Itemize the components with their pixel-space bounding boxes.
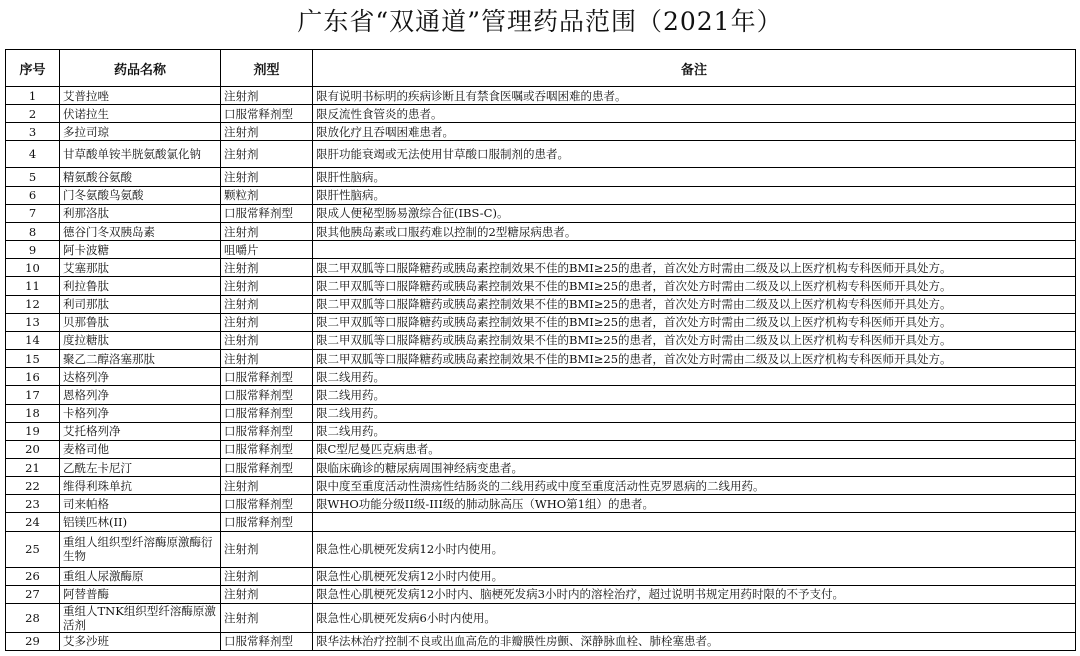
table-row (6, 368, 1076, 386)
remarks-cell: 限反流性食管炎的患者。 (313, 105, 1076, 123)
row-number-cell: 11 (6, 277, 60, 295)
row-number-cell: 5 (6, 168, 60, 186)
table-row (6, 168, 1076, 186)
drug-name-cell: 艾多沙班 (60, 632, 221, 650)
table-row (6, 123, 1076, 141)
dosage-form-cell: 口服常释剂型 (221, 422, 313, 440)
row-number-cell: 22 (6, 477, 60, 495)
table-row (6, 186, 1076, 204)
drug-name-cell: 多拉司琼 (60, 123, 221, 141)
drug-name-cell: 重组人TNK组织型纤溶酶原激活剂 (60, 603, 221, 632)
drug-name-cell: 维得利珠单抗 (60, 477, 221, 495)
table-row (6, 632, 1076, 650)
header-remarks: 备注 (313, 50, 1076, 87)
row-number-cell: 12 (6, 295, 60, 313)
remarks-cell: 限二甲双胍等口服降糖药或胰岛素控制效果不佳的BMI≥25的患者，首次处方时需由二级及以上医疗机构专科医师开具处方。 (313, 313, 1076, 331)
table-row (6, 204, 1076, 222)
row-number-cell: 21 (6, 458, 60, 476)
table-row (6, 458, 1076, 476)
remarks-cell: 限二线用药。 (313, 368, 1076, 386)
dosage-form-cell: 注射剂 (221, 259, 313, 277)
table-row (6, 495, 1076, 513)
header-no: 序号 (6, 50, 60, 87)
remarks-cell: 限其他胰岛素或口服药难以控制的2型糖尿病患者。 (313, 222, 1076, 240)
table-row (6, 531, 1076, 567)
dosage-form-cell: 口服常释剂型 (221, 513, 313, 531)
dosage-form-cell: 注射剂 (221, 585, 313, 603)
table-row (6, 567, 1076, 585)
dosage-form-cell: 注射剂 (221, 168, 313, 186)
table-row (6, 404, 1076, 422)
drug-name-cell: 麦格司他 (60, 440, 221, 458)
remarks-cell (313, 241, 1076, 259)
remarks-cell: 限成人便秘型肠易激综合征(IBS-C)。 (313, 204, 1076, 222)
table-row (6, 277, 1076, 295)
row-number-cell: 9 (6, 241, 60, 259)
drug-name-cell: 度拉糖肽 (60, 331, 221, 349)
drug-name-cell: 重组人尿激酶原 (60, 567, 221, 585)
table-row (6, 386, 1076, 404)
remarks-cell: 限二线用药。 (313, 404, 1076, 422)
row-number-cell: 27 (6, 585, 60, 603)
drug-table (5, 49, 1076, 651)
row-number-cell: 16 (6, 368, 60, 386)
row-number-cell: 25 (6, 531, 60, 567)
row-number-cell: 2 (6, 105, 60, 123)
table-row (6, 513, 1076, 531)
table-row (6, 477, 1076, 495)
drug-name-cell: 达格列净 (60, 368, 221, 386)
table-body (6, 87, 1076, 651)
dosage-form-cell: 口服常释剂型 (221, 440, 313, 458)
drug-name-cell: 艾普拉唑 (60, 87, 221, 105)
remarks-cell: 限有说明书标明的疾病诊断且有禁食医嘱或吞咽困难的患者。 (313, 87, 1076, 105)
dosage-form-cell: 注射剂 (221, 603, 313, 632)
row-number-cell: 23 (6, 495, 60, 513)
drug-name-cell: 利拉鲁肽 (60, 277, 221, 295)
dosage-form-cell: 注射剂 (221, 277, 313, 295)
drug-name-cell: 重组人组织型纤溶酶原激酶衍生物 (60, 531, 221, 567)
remarks-cell: 限急性心肌梗死发病12小时内、脑梗死发病3小时内的溶栓治疗，超过说明书规定用药时限的不予支付。 (313, 585, 1076, 603)
dosage-form-cell: 注射剂 (221, 123, 313, 141)
row-number-cell: 29 (6, 632, 60, 650)
dosage-form-cell: 注射剂 (221, 350, 313, 368)
remarks-cell: 限二甲双胍等口服降糖药或胰岛素控制效果不佳的BMI≥25的患者，首次处方时需由二级及以上医疗机构专科医师开具处方。 (313, 295, 1076, 313)
row-number-cell: 19 (6, 422, 60, 440)
table-row (6, 440, 1076, 458)
row-number-cell: 3 (6, 123, 60, 141)
row-number-cell: 10 (6, 259, 60, 277)
dosage-form-cell: 注射剂 (221, 87, 313, 105)
drug-name-cell: 艾托格列净 (60, 422, 221, 440)
dosage-form-cell: 口服常释剂型 (221, 105, 313, 123)
remarks-cell: 限肝功能衰竭或无法使用甘草酸口服制剂的患者。 (313, 141, 1076, 168)
remarks-cell: 限临床确诊的糖尿病周围神经病变患者。 (313, 458, 1076, 476)
row-number-cell: 24 (6, 513, 60, 531)
drug-name-cell: 门冬氨酸鸟氨酸 (60, 186, 221, 204)
drug-name-cell: 德谷门冬双胰岛素 (60, 222, 221, 240)
remarks-cell: 限WHO功能分级II级-III级的肺动脉高压（WHO第1组）的患者。 (313, 495, 1076, 513)
table-row (6, 87, 1076, 105)
remarks-cell: 限肝性脑病。 (313, 168, 1076, 186)
drug-name-cell: 甘草酸单铵半胱氨酸氯化钠 (60, 141, 221, 168)
drug-name-cell: 司来帕格 (60, 495, 221, 513)
row-number-cell: 18 (6, 404, 60, 422)
remarks-cell: 限中度至重度活动性溃疡性结肠炎的二线用药或中度至重度活动性克罗恩病的二线用药。 (313, 477, 1076, 495)
row-number-cell: 6 (6, 186, 60, 204)
table-row (6, 331, 1076, 349)
dosage-form-cell: 注射剂 (221, 531, 313, 567)
remarks-cell: 限二线用药。 (313, 386, 1076, 404)
table-row (6, 141, 1076, 168)
drug-name-cell: 利司那肽 (60, 295, 221, 313)
remarks-cell: 限华法林治疗控制不良或出血高危的非瓣膜性房颤、深静脉血栓、肺栓塞患者。 (313, 632, 1076, 650)
table-row (6, 259, 1076, 277)
dosage-form-cell: 颗粒剂 (221, 186, 313, 204)
table-row (6, 295, 1076, 313)
drug-name-cell: 艾塞那肽 (60, 259, 221, 277)
row-number-cell: 15 (6, 350, 60, 368)
drug-name-cell: 贝那鲁肽 (60, 313, 221, 331)
dosage-form-cell: 口服常释剂型 (221, 386, 313, 404)
row-number-cell: 8 (6, 222, 60, 240)
dosage-form-cell: 注射剂 (221, 567, 313, 585)
remarks-cell: 限二甲双胍等口服降糖药或胰岛素控制效果不佳的BMI≥25的患者，首次处方时需由二级及以上医疗机构专科医师开具处方。 (313, 259, 1076, 277)
drug-name-cell: 阿替普酶 (60, 585, 221, 603)
remarks-cell: 限放化疗且吞咽困难患者。 (313, 123, 1076, 141)
dosage-form-cell: 口服常释剂型 (221, 368, 313, 386)
dosage-form-cell: 注射剂 (221, 295, 313, 313)
dosage-form-cell: 注射剂 (221, 222, 313, 240)
dosage-form-cell: 咀嚼片 (221, 241, 313, 259)
table-row (6, 313, 1076, 331)
drug-name-cell: 聚乙二醇洛塞那肽 (60, 350, 221, 368)
drug-name-cell: 利那洛肽 (60, 204, 221, 222)
drug-name-cell: 卡格列净 (60, 404, 221, 422)
drug-name-cell: 铝镁匹林(II) (60, 513, 221, 531)
table-row (6, 585, 1076, 603)
dosage-form-cell: 口服常释剂型 (221, 495, 313, 513)
table-row (6, 350, 1076, 368)
row-number-cell: 17 (6, 386, 60, 404)
row-number-cell: 4 (6, 141, 60, 168)
dosage-form-cell: 注射剂 (221, 141, 313, 168)
table-row (6, 422, 1076, 440)
table-row (6, 105, 1076, 123)
drug-name-cell: 精氨酸谷氨酸 (60, 168, 221, 186)
dosage-form-cell: 注射剂 (221, 313, 313, 331)
table-row (6, 241, 1076, 259)
document-title: 广东省“双通道”管理药品范围（2021年） (297, 7, 783, 36)
drug-name-cell: 恩格列净 (60, 386, 221, 404)
remarks-cell (313, 513, 1076, 531)
dosage-form-cell: 注射剂 (221, 331, 313, 349)
header-drug-name: 药品名称 (60, 50, 221, 87)
row-number-cell: 26 (6, 567, 60, 585)
remarks-cell: 限急性心肌梗死发病12小时内使用。 (313, 567, 1076, 585)
row-number-cell: 28 (6, 603, 60, 632)
remarks-cell: 限肝性脑病。 (313, 186, 1076, 204)
dosage-form-cell: 口服常释剂型 (221, 458, 313, 476)
row-number-cell: 7 (6, 204, 60, 222)
header-dosage-form: 剂型 (221, 50, 313, 87)
dosage-form-cell: 口服常释剂型 (221, 632, 313, 650)
remarks-cell: 限急性心肌梗死发病12小时内使用。 (313, 531, 1076, 567)
dosage-form-cell: 口服常释剂型 (221, 204, 313, 222)
remarks-cell: 限急性心肌梗死发病6小时内使用。 (313, 603, 1076, 632)
remarks-cell: 限二甲双胍等口服降糖药或胰岛素控制效果不佳的BMI≥25的患者，首次处方时需由二级及以上医疗机构专科医师开具处方。 (313, 350, 1076, 368)
row-number-cell: 1 (6, 87, 60, 105)
remarks-cell: 限二甲双胍等口服降糖药或胰岛素控制效果不佳的BMI≥25的患者，首次处方时需由二级及以上医疗机构专科医师开具处方。 (313, 331, 1076, 349)
dosage-form-cell: 注射剂 (221, 477, 313, 495)
drug-name-cell: 乙酰左卡尼汀 (60, 458, 221, 476)
remarks-cell: 限二甲双胍等口服降糖药或胰岛素控制效果不佳的BMI≥25的患者，首次处方时需由二级及以上医疗机构专科医师开具处方。 (313, 277, 1076, 295)
row-number-cell: 20 (6, 440, 60, 458)
row-number-cell: 13 (6, 313, 60, 331)
drug-name-cell: 阿卡波糖 (60, 241, 221, 259)
table-row (6, 222, 1076, 240)
table-header-row (6, 50, 1076, 87)
drug-name-cell: 伏诺拉生 (60, 105, 221, 123)
remarks-cell: 限二线用药。 (313, 422, 1076, 440)
row-number-cell: 14 (6, 331, 60, 349)
dosage-form-cell: 口服常释剂型 (221, 404, 313, 422)
remarks-cell: 限C型尼曼匹克病患者。 (313, 440, 1076, 458)
table-row (6, 603, 1076, 632)
